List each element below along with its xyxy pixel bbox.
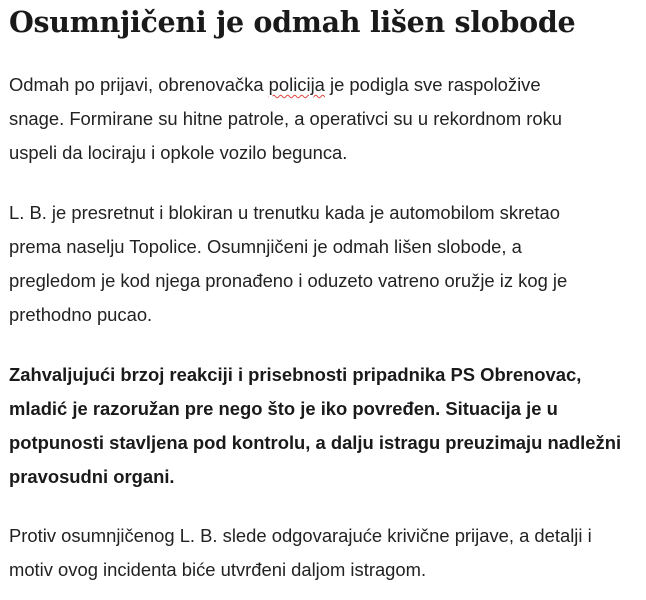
article-paragraph-2	[9, 196, 567, 332]
article-paragraph-4	[9, 519, 592, 587]
text-segment: je podigla sve raspoložive	[324, 74, 541, 95]
paragraph-line: mladić je razoružan pre nego što je iko povređen. Situacija je u	[9, 398, 558, 419]
paragraph-line: motiv ovog incidenta biće utvrđeni daljom istragom.	[9, 559, 427, 580]
article-paragraph-1	[9, 68, 562, 170]
paragraph-line: uspeli da lociraju i opkole vozilo begunca.	[9, 142, 348, 163]
paragraph-line: L. B. je presretnut i blokiran u trenutku kada je automobilom skretao	[9, 202, 560, 223]
article-paragraph-3-bold	[9, 358, 621, 494]
paragraph-line: potpunosti stavljena pod kontrolu, a dalju istragu preuzimaju nadležni	[9, 432, 622, 453]
paragraph-line	[9, 68, 562, 102]
text-segment: Odmah po prijavi, obrenovačka	[9, 74, 269, 95]
paragraph-line: pregledom je kod njega pronađeno i oduzeto vatreno oružje iz kog je	[9, 270, 568, 291]
article-headline: Osumnjičeni je odmah lišen slobode	[9, 5, 576, 39]
paragraph-line: Protiv osumnjičenog L. B. slede odgovarajuće krivične prijave, a detalji i	[9, 525, 592, 546]
paragraph-line: pravosudni organi.	[9, 466, 175, 487]
spellcheck-flagged-word[interactable]: policija	[268, 74, 325, 95]
paragraph-line: prema naselju Topolice. Osumnjičeni je odmah lišen slobode, a	[9, 236, 522, 257]
paragraph-line: Zahvaljujući brzoj reakciji i prisebnosti pripadnika PS Obrenovac,	[9, 364, 582, 385]
paragraph-line: prethodno pucao.	[9, 304, 153, 325]
paragraph-line: snage. Formirane su hitne patrole, a operativci su u rekordnom roku	[9, 108, 563, 129]
